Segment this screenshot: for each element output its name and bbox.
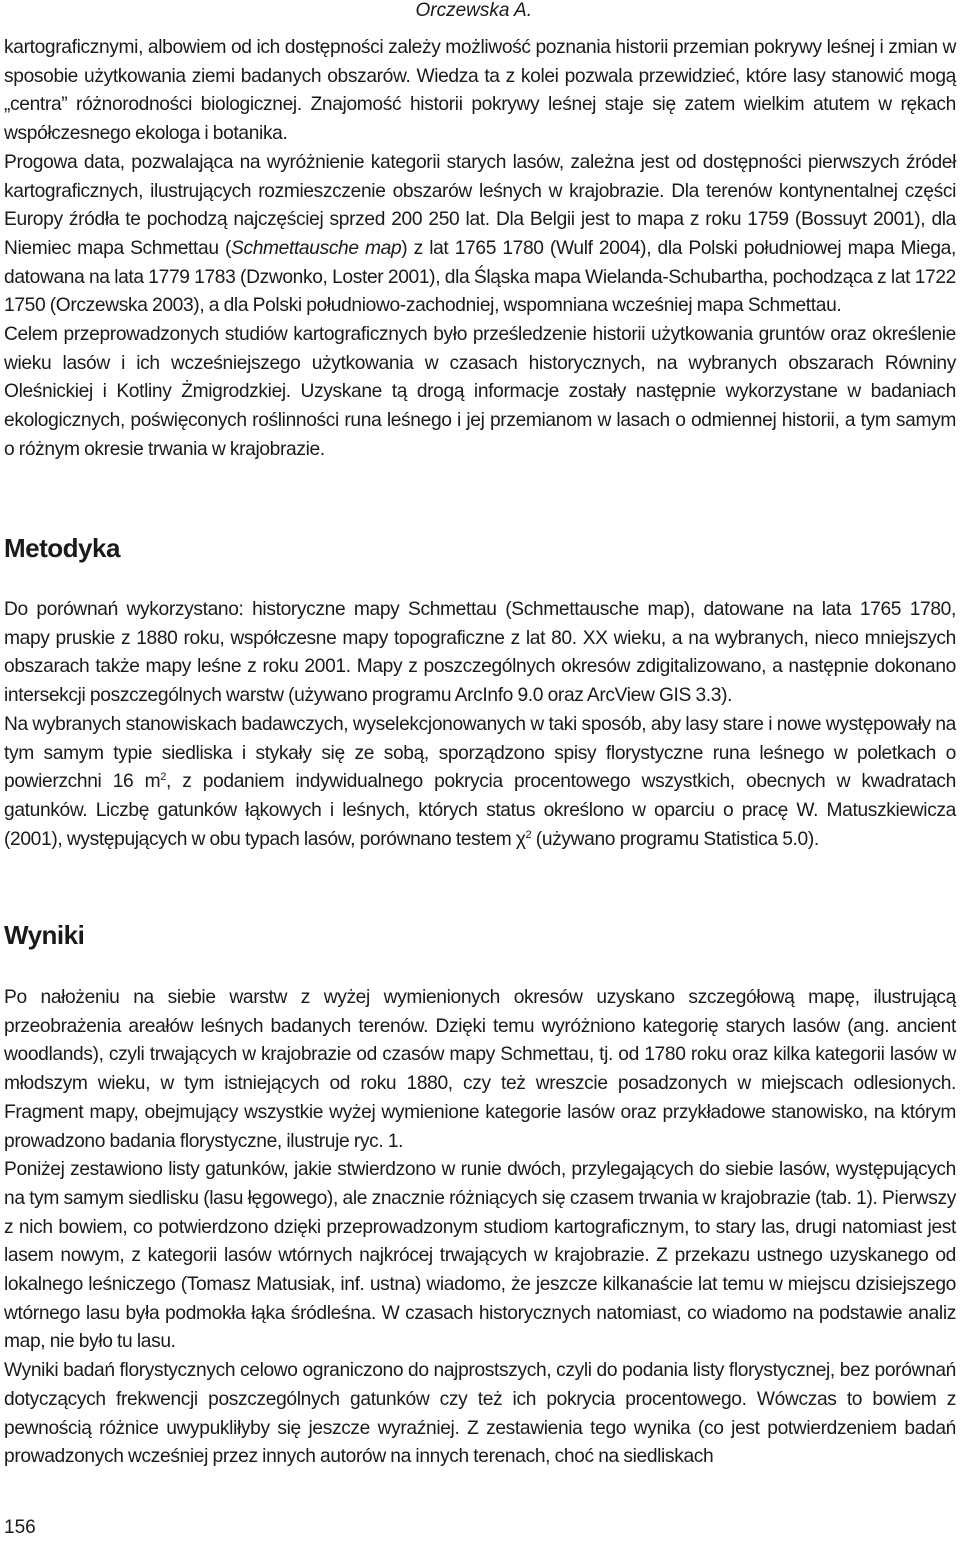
running-head: Orczewska A. bbox=[415, 0, 532, 21]
intro-paragraph-2-emphasis: Schmettausche map bbox=[231, 237, 402, 259]
metodyka-paragraph-2-text-a: Na wybranych stanowiskach badawczych, wyselekcjonowanych w taki sposób, aby lasy stare i nowe występowały na tym samym typie siedliska i stykały się ze sobą, sporządzono spisy florystyczne runa leśnego w poletkach o powierzchni 16 m bbox=[4, 713, 956, 793]
wyniki-paragraph-1: Po nałożeniu na siebie warstw z wyżej wymienionych okresów uzyskano szczegółową mapę, ilustrującą przeobrażenia areałów leśnych badanych terenów. Dzięki temu wyróżniono kategorię starych lasów (ang. ancient woodlands), czyli trwających w krajobrazie od czasów mapy Schmettau, tj. od 1780 roku oraz kilka kategorii lasów w młodszym wieku, w tym istniejących od roku 1880, czy też wreszcie posadzonych w miejscach odlesionych. Fragment mapy, obejmujący wszystkie wyżej wymienione kategorie lasów oraz przykładowe stanowisko, na którym prowadzono badania florystyczne, ilustruje ryc. 1. bbox=[4, 987, 956, 1152]
metodyka-paragraph-2 bbox=[4, 711, 956, 855]
intro-paragraph-2-text-a: Progowa data, pozwalająca na wyróżnienie kategorii starych lasów, zależna jest od dostępności pierwszych źródeł kartograficznych, ilustrujących rozmieszczenie obszarów leśnych w krajobrazie. Dla terenów kontynentalnej części Europy źródła te pochodzą najczęściej sprzed 200 250 lat. Dla Belgii jest to mapa z roku 1759 (Bossuyt 2001), dla Niemiec mapa Schmettau ( bbox=[4, 151, 956, 259]
metodyka-paragraph-1: Do porównań wykorzystano: historyczne mapy Schmettau (Schmettausche map), datowane na lata 1765 1780, mapy pruskie z 1880 roku, współczesne mapy topograficzne z lat 80. XX wieku, a na wybranych, nieco mniejszych obszarach także mapy leśne z roku 2001. Mapy z poszczególnych okresów zdigitalizowano, a następnie dokonano intersekcji poszczególnych warstw (używano programu ArcInfo 9.0 oraz ArcView GIS 3.3). bbox=[4, 599, 956, 707]
superscript-area-unit: 2 bbox=[160, 771, 167, 784]
wyniki-paragraph-3: Wyniki badań florystycznych celowo ograniczono do najprostszych, czyli do podania listy florystycznej, bez porównań dotyczących frekwencji poszczególnych gatunków czy też ich pokrycia procentowego. Wówczas to bowiem z pewnością różnice uwypukliłyby się jeszcze wyraźniej. Z zestawienia tego wynika (co jest potwierdzeniem badań prowadzonych wcześniej przez innych autorów na innych terenach, choć na siedliskach bbox=[4, 1360, 956, 1468]
section-heading-metodyka: Metodyka bbox=[4, 533, 120, 563]
page-number: 156 bbox=[4, 1517, 36, 1538]
intro-paragraph-1: kartograficznymi, albowiem od ich dostępności zależy możliwość poznania historii przemian pokrywy leśnej i zmian w sposobie użytkowania ziemi badanych obszarów. Wiedza ta z kolei pozwala przewidzieć, które lasy stanowić mogą „centra” różnorodności biologicznej. Znajomość historii pokrywy leśnej staje się zatem wielkim atutem w rękach współczesnego ekologa i botanika. bbox=[4, 37, 956, 145]
section-heading-wyniki: Wyniki bbox=[4, 920, 85, 950]
intro-paragraph-2 bbox=[4, 149, 956, 321]
intro-paragraph-2-text-b: ) z lat 1765 1780 (Wulf 2004), dla Polski południowej mapa Miega, datowana na lata 1779 1783 (Dzwonko, Loster 2001), dla Śląska mapa Wielanda-Schubartha, pochodząca z lat 1722 1750 (Orczewska 2003), a dla Polski południowo-zachodniej, wspomniana wcześniej mapa Schmettau. bbox=[4, 237, 956, 317]
metodyka-paragraph-2-text-b: , z podaniem indywidualnego pokrycia procentowego wszystkich, obecnych w kwadratach gatunków. Liczbę gatunków łąkowych i leśnych, których status określono w oparciu o pracę W. Matuszkiewicza (2001), występujących w obu typach lasów, porównano testem χ bbox=[4, 771, 956, 850]
metodyka-body bbox=[4, 596, 956, 854]
wyniki-paragraph-2: Poniżej zestawiono listy gatunków, jakie stwierdzono w runie dwóch, przylegających do siebie lasów, występujących na tym samym siedlisku (lasu łęgowego), ale znacznie różniących się czasem trwania w krajobrazie (tab. 1). Pierwszy z nich bowiem, co potwierdzono dzięki przeprowadzonym studiom kartograficznym, to stary las, drugi natomiast jest lasem nowym, z kategorii lasów wtórnych najkrócej trwających w krajobrazie. Z przekazu ustnego uzyskanego od lokalnego leśniczego (Tomasz Matusiak, inf. ustna) wiadomo, że jeszcze kilkanaście lat temu w miejscu dzisiejszego wtórnego lasu była podmokła łąka śródleśna. W czasach historycznych natomiast, co wiadomo na podstawie analiz map, nie było tu lasu. bbox=[4, 1159, 956, 1353]
metodyka-paragraph-2-text-c: (używano programu Statistica 5.0). bbox=[531, 828, 819, 850]
superscript-chi-square: 2 bbox=[525, 828, 532, 841]
intro-paragraph-3: Celem przeprowadzonych studiów kartograficznych było prześledzenie historii użytkowania gruntów oraz określenie wieku lasów i ich wcześniejszego użytkowania w czasach historycznych, na wybranych obszarach Równiny Oleśnickiej i Kotliny Żmigrodzkiej. Uzyskane tą drogą informacje zostały następnie wykorzystane w badaniach ekologicznych, poświęconych roślinności runa leśnego i jej przemianom w lasach o odmiennej historii, a tym samym o różnym okresie trwania w krajobrazie. bbox=[4, 324, 956, 460]
wyniki-body bbox=[4, 984, 956, 1472]
